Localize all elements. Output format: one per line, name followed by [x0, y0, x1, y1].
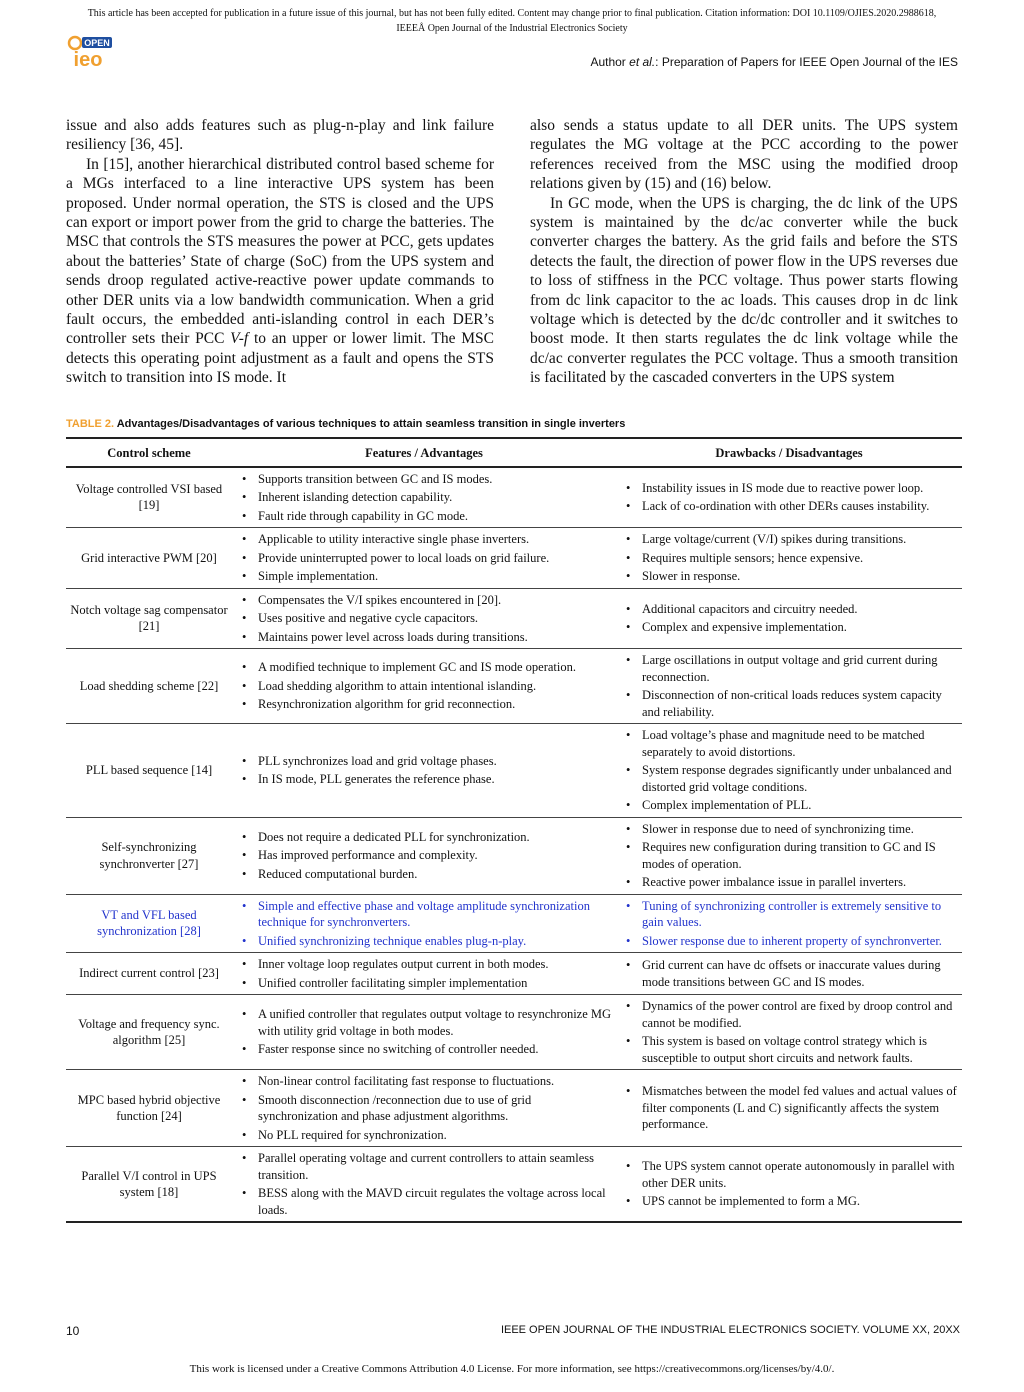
drawbacks-cell [616, 953, 962, 995]
feature-item: • Non-linear control facilitating fast response to fluctuations. [236, 1073, 612, 1090]
feature-item: • Has improved performance and complexity. [236, 847, 612, 864]
features-list [236, 592, 612, 646]
control-scheme-cell: Voltage and frequency sync. algorithm [25] [66, 995, 232, 1070]
feature-item: • Applicable to utility interactive single phase inverters. [236, 531, 612, 548]
drawback-item: • Lack of co-ordination with other DERs causes instability. [620, 498, 958, 515]
left-paragraph-1: issue and also adds features such as plug-n-play and link failure resiliency [36, 45]. [66, 117, 494, 154]
header-control-scheme: Control scheme [66, 438, 232, 467]
drawback-item: • Reactive power imbalance issue in parallel inverters. [620, 874, 958, 891]
table-row [66, 649, 962, 724]
drawbacks-cell [616, 817, 962, 894]
drawbacks-list [620, 727, 958, 814]
feature-item: • Simple implementation. [236, 568, 612, 585]
table-row [66, 724, 962, 818]
control-scheme-cell: MPC based hybrid objective function [24] [66, 1070, 232, 1147]
drawback-item: • Requires new configuration during transition to GC and IS modes of operation. [620, 839, 958, 872]
table-header-row [66, 438, 962, 467]
drawback-item: • Disconnection of non-critical loads reduces system capacity and reliability. [620, 687, 958, 720]
control-scheme-cell: Parallel V/I control in UPS system [18] [66, 1147, 232, 1223]
features-cell [232, 588, 616, 649]
control-scheme-cell: Indirect current control [23] [66, 953, 232, 995]
feature-item: • Unified synchronizing technique enables plug-n-play. [236, 933, 612, 950]
drawback-item: • Grid current can have dc offsets or inaccurate values during mode transitions between GC and IS modes. [620, 957, 958, 990]
control-scheme-cell: Voltage controlled VSI based [19] [66, 467, 232, 528]
running-head-etal: et al. [629, 55, 656, 69]
feature-item: • A modified technique to implement GC and IS mode operation. [236, 659, 612, 676]
features-list [236, 531, 612, 585]
drawbacks-list [620, 531, 958, 585]
drawbacks-cell [616, 588, 962, 649]
features-cell [232, 649, 616, 724]
left-column [66, 116, 494, 388]
features-list [236, 1150, 612, 1218]
drawback-item: • System response degrades significantly under unbalanced and distorted grid voltage conditions. [620, 762, 958, 795]
drawbacks-list [620, 821, 958, 891]
running-head-author: Author [590, 55, 630, 69]
table-row [66, 1070, 962, 1147]
table-label: TABLE 2. [66, 418, 115, 430]
drawback-item: • Large oscillations in output voltage and grid current during reconnection. [620, 652, 958, 685]
drawbacks-cell [616, 724, 962, 818]
drawbacks-cell [616, 528, 962, 589]
drawback-item: • Slower in response due to need of synchronizing time. [620, 821, 958, 838]
drawbacks-cell [616, 894, 962, 953]
drawback-item: • Slower in response. [620, 568, 958, 585]
drawbacks-cell [616, 649, 962, 724]
drawback-item: • Slower response due to inherent property of synchronverter. [620, 933, 958, 950]
running-head-title: : Preparation of Papers for IEEE Open Journal of the IES [655, 55, 958, 69]
feature-item: • Unified controller facilitating simpler implementation [236, 975, 612, 992]
drawback-item: • Complex implementation of PLL. [620, 797, 958, 814]
table-caption [66, 418, 625, 430]
features-list [236, 1073, 612, 1143]
features-cell [232, 995, 616, 1070]
drawback-item: • Dynamics of the power control are fixed by droop control and cannot be modified. [620, 998, 958, 1031]
drawback-item: • Complex and expensive implementation. [620, 619, 958, 636]
features-list [236, 753, 612, 788]
features-list [236, 659, 612, 713]
drawbacks-cell [616, 467, 962, 528]
features-list [236, 956, 612, 991]
feature-item: • PLL synchronizes load and grid voltage phases. [236, 753, 612, 770]
left-p2-text-b: to an upper or lower limit. The MSC detects this operating point adjustment as a fault and opens the STS switch to transition into IS mode. It [66, 330, 494, 387]
features-cell [232, 817, 616, 894]
notice-line-2: IEEEÅ Open Journal of the Industrial Electronics Society [396, 23, 628, 34]
journal-logo [66, 32, 114, 68]
feature-item: • Resynchronization algorithm for grid reconnection. [236, 696, 612, 713]
feature-item: • Maintains power level across loads during transitions. [236, 629, 612, 646]
features-cell [232, 1070, 616, 1147]
table-row [66, 1147, 962, 1223]
comparison-table [66, 437, 962, 1223]
drawback-item: • Additional capacitors and circuitry needed. [620, 601, 958, 618]
drawback-item: • UPS cannot be implemented to form a MG. [620, 1193, 958, 1210]
features-cell [232, 724, 616, 818]
drawback-item: • Load voltage’s phase and magnitude need to be matched separately to avoid distortions. [620, 727, 958, 760]
left-p2-vf: V-f [230, 330, 249, 348]
control-scheme-cell: Self-synchronizing synchronverter [27] [66, 817, 232, 894]
header-drawbacks: Drawbacks / Disadvantages [616, 438, 962, 467]
table-row [66, 995, 962, 1070]
features-cell [232, 894, 616, 953]
right-paragraph-1: also sends a status update to all DER units. The UPS system regulates the MG voltage at the PCC according to the power references received from the MSC using the modified droop relations given by (15) and (16) below. [530, 117, 958, 193]
feature-item: • Inner voltage loop regulates output current in both modes. [236, 956, 612, 973]
drawbacks-list [620, 1083, 958, 1133]
table-row [66, 953, 962, 995]
feature-item: • Faster response since no switching of controller needed. [236, 1041, 612, 1058]
feature-item: • Load shedding algorithm to attain intentional islanding. [236, 678, 612, 695]
feature-item: • Uses positive and negative cycle capacitors. [236, 610, 612, 627]
drawbacks-list [620, 652, 958, 720]
control-scheme-cell: VT and VFL based synchronization [28] [66, 894, 232, 953]
feature-item: • Smooth disconnection /reconnection due to use of grid synchronization and phase adjustment algorithms. [236, 1092, 612, 1125]
features-list [236, 829, 612, 883]
drawbacks-list [620, 601, 958, 636]
drawbacks-list [620, 898, 958, 950]
drawbacks-list [620, 957, 958, 990]
drawback-item: • Requires multiple sensors; hence expensive. [620, 550, 958, 567]
features-cell [232, 953, 616, 995]
acceptance-notice [0, 6, 1024, 36]
license-notice: This work is licensed under a Creative Commons Attribution 4.0 License. For more information, see https://creativecommons.org/licenses/by/4.0/. [189, 1363, 835, 1375]
control-scheme-cell: Grid interactive PWM [20] [66, 528, 232, 589]
feature-item: • No PLL required for synchronization. [236, 1127, 612, 1144]
right-column [530, 116, 958, 388]
table-row [66, 467, 962, 528]
drawbacks-list [620, 998, 958, 1066]
table-caption-text: Advantages/Disadvantages of various techniques to attain seamless transition in single inverters [116, 418, 626, 430]
page-number: 10 [66, 1324, 80, 1338]
table-row [66, 817, 962, 894]
drawback-item: • Mismatches between the model fed values and actual values of filter components (L and C) significantly affects the system performance. [620, 1083, 958, 1133]
control-scheme-cell: PLL based sequence [14] [66, 724, 232, 818]
drawback-item: • Large voltage/current (V/I) spikes during transitions. [620, 531, 958, 548]
feature-item: • In IS mode, PLL generates the reference phase. [236, 771, 612, 788]
feature-item: • A unified controller that regulates output voltage to resynchronize MG with utility grid voltage in both modes. [236, 1006, 612, 1039]
drawbacks-list [620, 1158, 958, 1210]
drawback-item: • Instability issues in IS mode due to reactive power loop. [620, 480, 958, 497]
drawback-item: • Tuning of synchronizing controller is extremely sensitive to gain values. [620, 898, 958, 931]
logo-text-ieo: ieo [73, 49, 103, 68]
feature-item: • Simple and effective phase and voltage amplitude synchronization technique for synchronverters. [236, 898, 612, 931]
feature-item: • Inherent islanding detection capability. [236, 489, 612, 506]
table-row [66, 528, 962, 589]
drawback-item: • This system is based on voltage control strategy which is susceptible to output short circuits and network faults. [620, 1033, 958, 1066]
feature-item: • Supports transition between GC and IS modes. [236, 471, 612, 488]
logo-text-open: OPEN [84, 38, 110, 48]
right-paragraph-2: In GC mode, when the UPS is charging, the dc link of the UPS system is maintained by the dc/ac converter while the buck converter charges the battery. As the grid fails and before the STS detects the fault, the direction of power flow in the UPS reverses due to loss of stiffness in the PCC voltage. Thus power starts flowing from dc link capacitor to the ac loads. This causes drop in dc link voltage which is detected by the dc/dc controller and it switches to boost mode. It then starts regulates the dc link voltage while the dc/ac converter regulates the PCC voltage. Thus a smooth transition is facilitated by the cascaded converters in the UPS system [530, 194, 958, 387]
table-row [66, 588, 962, 649]
notice-line-1: This article has been accepted for publication in a future issue of this journal, but has not been fully edited. Content may change prior to final publication. Citation information: DOI 10.1109/OJIES.2020.2988618, [87, 8, 937, 19]
running-head [590, 55, 958, 69]
feature-item: • Parallel operating voltage and current controllers to attain seamless transition. [236, 1150, 612, 1183]
feature-item: • Reduced computational burden. [236, 866, 612, 883]
header-features: Features / Advantages [232, 438, 616, 467]
feature-item: • Compensates the V/I spikes encountered in [20]. [236, 592, 612, 609]
journal-footer: IEEE OPEN JOURNAL OF THE INDUSTRIAL ELECTRONICS SOCIETY. VOLUME XX, 20XX [500, 1324, 960, 1336]
features-list [236, 471, 612, 525]
control-scheme-cell: Notch voltage sag compensator [21] [66, 588, 232, 649]
features-cell [232, 1147, 616, 1223]
feature-item: • BESS along with the MAVD circuit regulates the voltage across local loads. [236, 1185, 612, 1218]
features-cell [232, 528, 616, 589]
feature-item: • Does not require a dedicated PLL for synchronization. [236, 829, 612, 846]
feature-item: • Fault ride through capability in GC mode. [236, 508, 612, 525]
drawbacks-cell [616, 1070, 962, 1147]
features-cell [232, 467, 616, 528]
feature-item: • Provide uninterrupted power to local loads on grid failure. [236, 550, 612, 567]
control-scheme-cell: Load shedding scheme [22] [66, 649, 232, 724]
drawbacks-cell [616, 1147, 962, 1223]
drawback-item: • The UPS system cannot operate autonomously in parallel with other DER units. [620, 1158, 958, 1191]
features-list [236, 898, 612, 950]
drawbacks-list [620, 480, 958, 515]
table-body [66, 467, 962, 1223]
left-p2-text-a: In [15], another hierarchical distributed control based scheme for a MGs interfaced to a line interactive UPS system has been proposed. Under normal operation, the STS is closed and the UPS can export or import power from the grid to charge the batteries. The MSC that controls the STS measures the power at PCC, gets updates about the batteries’ State of charge (SoC) from the UPS system and sends droop regulated active-reactive power update commands to other DER units via a low bandwidth communication. When a grid fault occurs, the embedded anti-islanding control in each DER’s controller sets their PCC [66, 155, 494, 348]
features-list [236, 1006, 612, 1058]
left-paragraph-2 [66, 155, 494, 388]
table-row [66, 894, 962, 953]
drawbacks-cell [616, 995, 962, 1070]
